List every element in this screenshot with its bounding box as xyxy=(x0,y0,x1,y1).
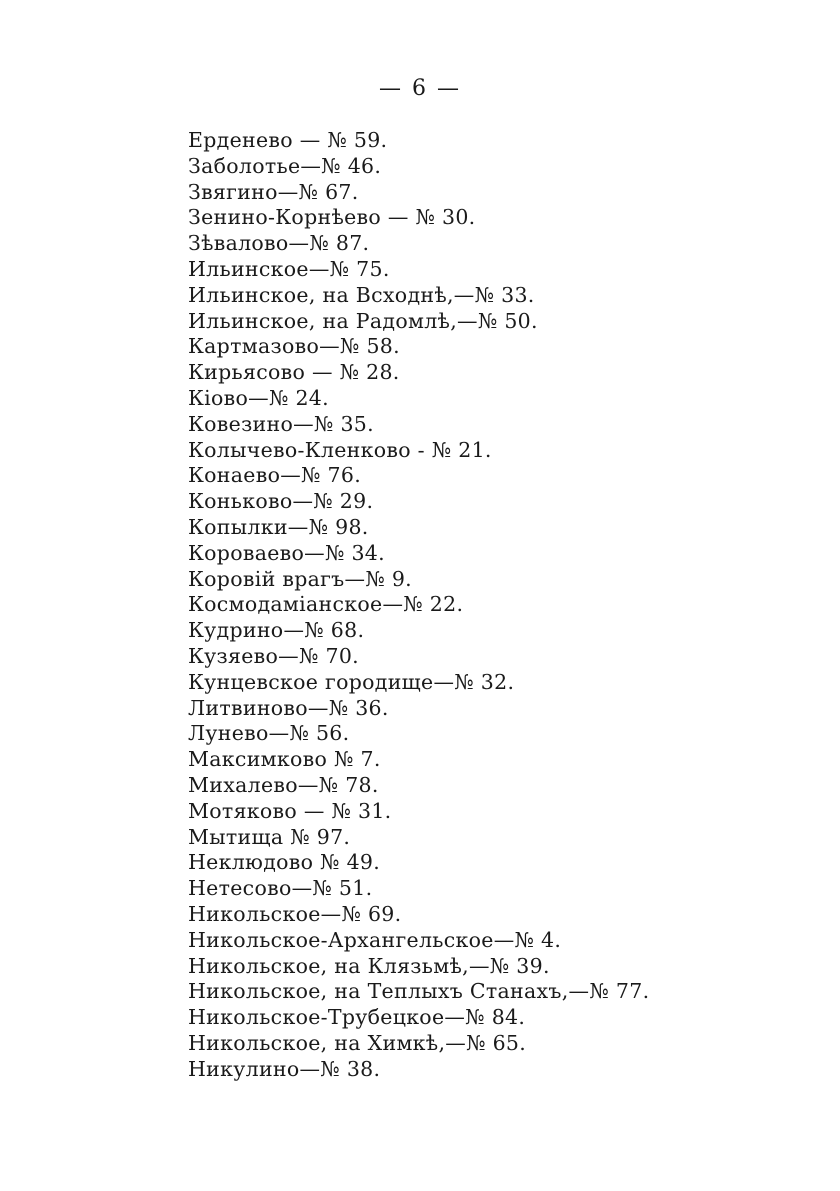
page-number: — 6 — xyxy=(379,76,461,101)
index-entry: Никольское, на Теплыхъ Станахъ,—№ 77. xyxy=(188,979,650,1004)
index-entry: Мотяково — № 31. xyxy=(188,798,392,823)
index-entry: Кирьясово — № 28. xyxy=(188,360,400,385)
index-entry: Ильинское, на Радомлѣ,—№ 50. xyxy=(188,308,538,333)
index-entry: Конаево—№ 76. xyxy=(188,463,362,488)
index-entry: Звягино—№ 67. xyxy=(188,179,359,204)
index-entry: Мытища № 97. xyxy=(188,824,351,849)
index-entry: Михалево—№ 78. xyxy=(188,772,379,797)
place-index-list xyxy=(188,128,788,1082)
index-entry: Ильинское—№ 75. xyxy=(188,256,390,281)
index-entry: Кунцевское городище—№ 32. xyxy=(188,669,515,694)
index-entry: Картмазово—№ 58. xyxy=(188,334,400,359)
index-entry: Литвиново—№ 36. xyxy=(188,695,389,720)
index-entry: Никольское-Трубецкое—№ 84. xyxy=(188,1005,526,1030)
index-entry: Копылки—№ 98. xyxy=(188,514,369,539)
index-entry: Коровій врагъ—№ 9. xyxy=(188,566,412,591)
index-entry: Никулино—№ 38. xyxy=(188,1056,381,1081)
index-entry: Короваево—№ 34. xyxy=(188,540,385,565)
index-entry: Ковезино—№ 35. xyxy=(188,411,374,436)
index-entry: Ильинское, на Всходнѣ,—№ 33. xyxy=(188,282,535,307)
index-entry: Заболотье—№ 46. xyxy=(188,153,382,178)
index-entry: Нетесово—№ 51. xyxy=(188,876,373,901)
index-entry: Никольское-Архангельское—№ 4. xyxy=(188,927,562,952)
index-entry: Космодаміанское—№ 22. xyxy=(188,592,464,617)
index-entry: Кіово—№ 24. xyxy=(188,385,329,410)
index-entry: Неклюдово № 49. xyxy=(188,850,381,875)
index-entry: Никольское—№ 69. xyxy=(188,901,402,926)
index-entry: Зенино-Корнѣево — № 30. xyxy=(188,205,476,230)
index-entry: Коньково—№ 29. xyxy=(188,489,374,514)
index-entry: Никольское, на Химкѣ,—№ 65. xyxy=(188,1030,527,1055)
index-entry: Колычево-Кленково - № 21. xyxy=(188,437,492,462)
index-entry: Максимково № 7. xyxy=(188,747,381,772)
index-entry: Кузяево—№ 70. xyxy=(188,643,359,668)
index-entry: Никольское, на Клязьмѣ,—№ 39. xyxy=(188,953,550,978)
index-entry: Лунево—№ 56. xyxy=(188,721,350,746)
index-entry: Ерденево — № 59. xyxy=(188,128,388,152)
index-entry: Кудрино—№ 68. xyxy=(188,618,365,643)
index-entry: Зѣвалово—№ 87. xyxy=(188,231,370,256)
